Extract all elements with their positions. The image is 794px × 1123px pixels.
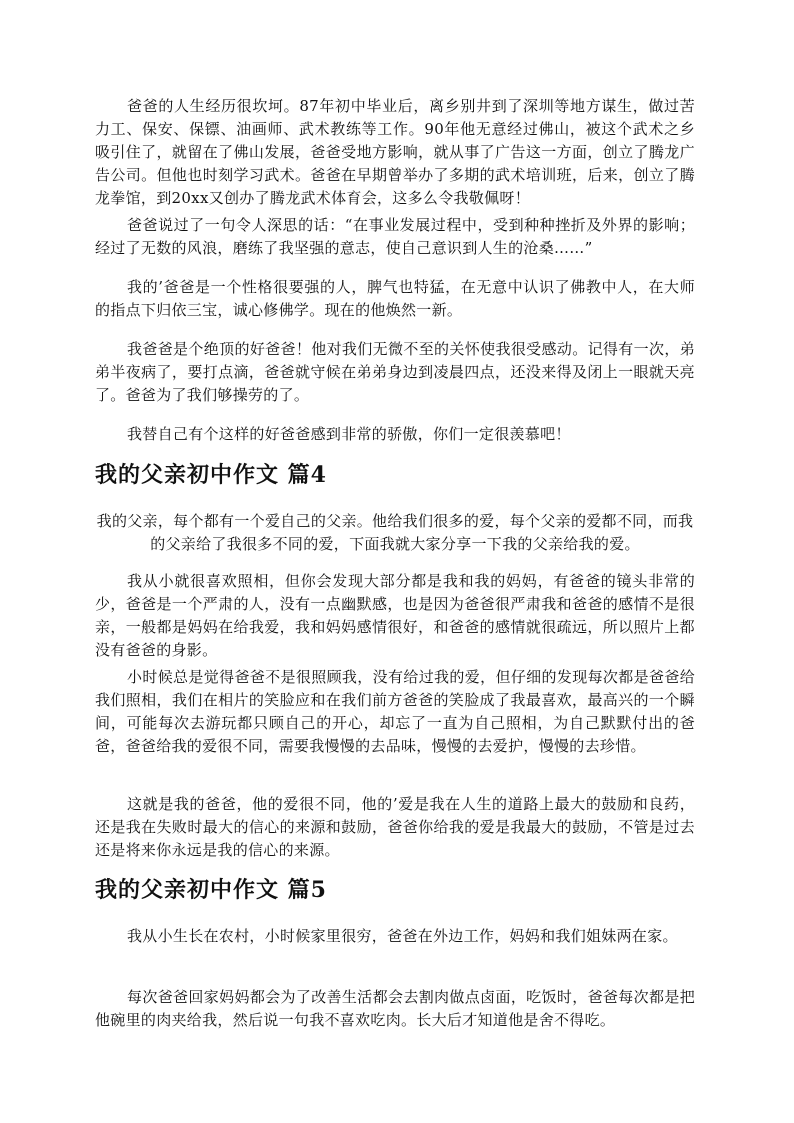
paragraph: 爸爸说过了一句令人深思的话：“在事业发展过程中，受到种种挫折及外界的影响；经过了无数的风浪，磨练了我坚强的意志，使自己意识到人生的沧桑……” bbox=[95, 216, 695, 257]
paragraph: 每次爸爸回家妈妈都会为了改善生活都会去割肉做点卤面，吃饭时，爸爸每次都是把他碗里的肉夹给我，然后说一句我不喜欢吃肉。长大后才知道他是舍不得吃。 bbox=[95, 988, 695, 1029]
paragraph: 这就是我的爸爸，他的爱很不同，他的’爱是我在人生的道路上最大的鼓励和良药，还是我在失败时最大的信心的来源和鼓励，爸爸你给我的爱是我最大的鼓励，不管是过去还是将来你永远是我的信心的来源。 bbox=[95, 795, 695, 859]
paragraph: 我从小就很喜欢照相，但你会发现大部分都是我和我的妈妈，有爸爸的镜头非常的少，爸爸是一个严肃的人，没有一点幽默感，也是因为爸爸很严肃我和爸爸的感情不是很亲，一般都是妈妈在给我爱，我和妈妈感情很好，和爸爸的感情就很疏远，所以照片上都没有爸爸的身影。 bbox=[95, 572, 695, 659]
paragraph: 小时候总是觉得爸爸不是很照顾我，没有给过我的爱，但仔细的发现每次都是爸爸给我们照相，我们在相片的笑脸应和在我们前方爸爸的笑脸成了我最喜欢，最高兴的一个瞬间，可能每次去游玩都只顾自己的开心，却忘了一直为自己照相，为自己默默付出的爸爸，爸爸给我的爱很不同，需要我慢慢的去品味，慢慢的去爱护，慢慢的去珍惜。 bbox=[95, 668, 695, 755]
paragraph: 我替自己有个这样的好爸爸感到非常的骄傲，你们一定很羡慕吧！ bbox=[127, 425, 571, 443]
section-heading: 我的父亲初中作文 篇5 bbox=[95, 877, 327, 903]
section-heading: 我的父亲初中作文 篇4 bbox=[95, 462, 327, 488]
paragraph: 我的’爸爸是一个性格很要强的人，脾气也特猛，在无意中认识了佛教中人，在大师的指点下归依三宝，诚心修佛学。现在的他焕然一新。 bbox=[95, 278, 695, 319]
paragraph: 我从小生长在农村，小时候家里很穷，爸爸在外边工作，妈妈和我们姐妹两在家。 bbox=[127, 927, 678, 945]
paragraph: 我爸爸是个绝顶的好爸爸！他对我们无微不至的关怀使我很受感动。记得有一次，弟弟半夜病了，要打点滴，爸爸就守候在弟弟身边到凌晨四点，还没来得及闭上一眼就天亮了。爸爸为了我们够操劳的了。 bbox=[95, 340, 695, 404]
section-intro: 我的父亲，每个都有一个爱自己的父亲。他给我们很多的爱，每个父亲的爱都不同，而我的父亲给了我很多不同的爱，下面我就大家分享一下我的父亲给我的爱。 bbox=[96, 512, 694, 553]
paragraph: 爸爸的人生经历很坎坷。87年初中毕业后，离乡别井到了深圳等地方谋生，做过苦力工、保安、保镖、油画师、武术教练等工作。90年他无意经过佛山，被这个武术之乡吸引住了，就留在了佛山发展，爸爸受地方影响，就从事了广告这一方面，创立了腾龙广告公司。但他也时刻学习武术。爸爸在早期曾举办了多期的武术培训班，后来，创立了腾龙拳馆，到20xx又创办了腾龙武术体育会，这多么令我敬佩呀！ bbox=[95, 97, 695, 207]
